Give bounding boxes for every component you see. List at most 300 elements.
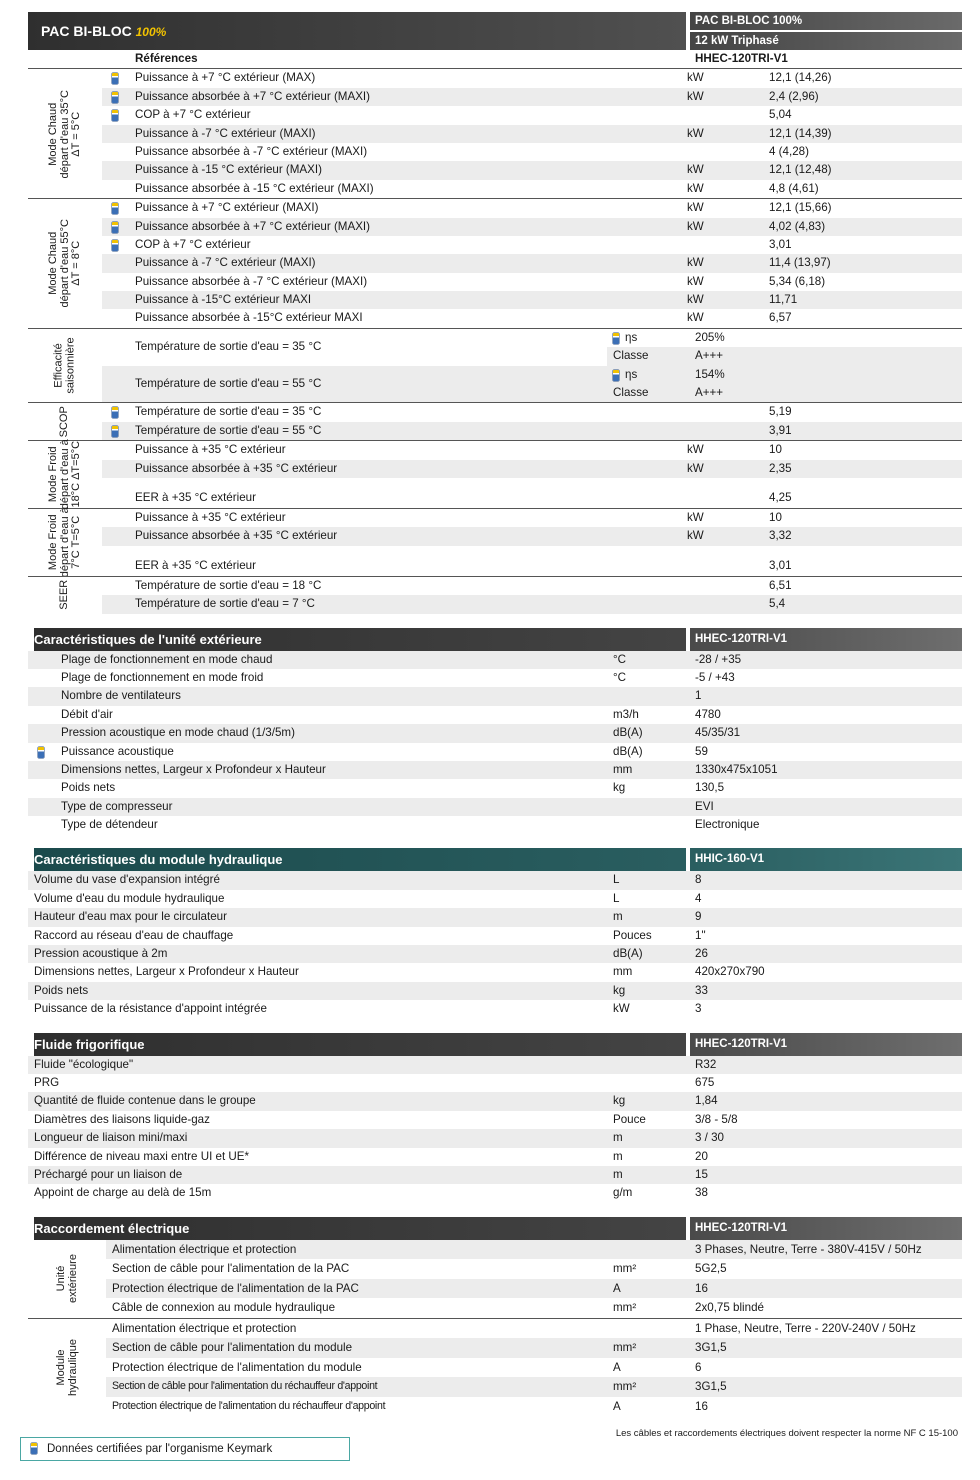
spec-row [28,1184,962,1202]
spec-unit: kW [687,461,704,475]
spec-row [102,595,962,613]
group-label-text [59,580,71,610]
spec-unit: kW [687,163,704,177]
efficacite-section [28,328,962,403]
spec-value: 10 [769,443,782,457]
spec-row [106,1279,962,1299]
perf-group [28,198,962,328]
spec-value: 2,35 [769,461,792,475]
eta-value: 205% [695,330,725,344]
spec-value: 5,04 [769,108,792,122]
spec-label: Débit d'air [61,707,113,721]
spec-label: Appoint de charge au delà de 15m [34,1186,212,1200]
spec-row [102,254,962,272]
eer-value: 3,01 [769,558,792,572]
raccordement-header [28,1217,962,1240]
group-label-text [59,406,71,437]
spec-label: Puissance absorbée à +7 °C extérieur (MAXI) [135,89,371,103]
spec-label: Protection électrique de l'alimentation de la PAC [112,1281,359,1295]
spec-row [102,180,962,198]
spec-label: Puissance à +35 °C extérieur [135,511,286,525]
spec-label: Type de compresseur [61,799,173,813]
spec-row [102,69,962,87]
spec-unit: L [613,891,620,905]
group-label [28,577,102,614]
spec-unit: kg [613,983,626,997]
references-row [28,50,962,68]
keymark-legend [20,1437,350,1461]
spec-value: 130,5 [695,781,725,795]
spec-label: Différence de niveau maxi entre UI et UE* [34,1149,250,1163]
spec-value: 16 [695,1399,708,1413]
eer-label: EER à +35 °C extérieur [135,491,256,505]
group-label [28,199,102,328]
spec-row [106,1397,962,1417]
spec-row [102,403,962,421]
spec-value: 1,84 [695,1094,718,1108]
group-label-line: Mode Froid [46,514,59,571]
eer-row [102,547,962,576]
eta-label: ηs [625,330,638,344]
spec-value: Electronique [695,818,760,832]
spec-value: 12,1 (12,48) [769,163,832,177]
module-hydro-rows [28,871,962,1018]
spec-unit: kW [687,71,704,85]
group-label [28,1319,106,1417]
spec-unit: kW [687,89,704,103]
perf-group [28,68,962,198]
module-hydro-title: Caractéristiques du module hydraulique [34,848,686,871]
spec-unit: mm² [613,1301,637,1315]
keymark-icon [112,110,118,121]
spec-label: Section de câble pour l'alimentation du module [112,1341,353,1355]
spec-label: Quantité de fluide contenue dans le groupe [34,1094,256,1108]
spec-value: 1330x475x1051 [695,762,778,776]
spec-row [28,1074,962,1092]
spec-row [102,125,962,143]
spec-value: 10 [769,511,782,525]
spec-unit: m [613,1149,623,1163]
spec-row [102,236,962,254]
group-label-text [48,507,83,577]
group-label [28,69,102,198]
spec-value: 38 [695,1186,708,1200]
fluide-ref: HHEC-120TRI-V1 [690,1033,962,1056]
keymark-icon [112,240,118,251]
spec-row [28,1092,962,1110]
spec-value: 6,51 [769,578,792,592]
spec-row [102,106,962,124]
spec-label: Protection électrique de l'alimentation du module [112,1360,362,1374]
module-hydro-ref: HHIC-160-V1 [690,848,962,871]
group-label-line: SCOP [58,406,71,438]
spec-row [106,1319,962,1339]
spec-label: Type de détendeur [61,818,158,832]
spec-value: 4 [695,891,702,905]
spec-unit: m [613,1131,623,1145]
title-bar [28,12,686,50]
spec-row [28,1129,962,1147]
spec-unit: dB(A) [613,726,643,740]
spec-row [106,1298,962,1318]
efficacite-label: Température de sortie d'eau = 35 °C [135,339,322,353]
spec-value: 33 [695,983,708,997]
group-label-text [53,338,76,394]
spec-value: 1 Phase, Neutre, Terre - 220V-240V / 50Hz [695,1321,916,1335]
spec-value: 2x0,75 blindé [695,1301,764,1315]
spec-value: 420x270x790 [695,965,765,979]
group-label-line: SEER [58,580,71,611]
spec-label: Puissance absorbée à +7 °C extérieur (MAXI) [135,219,371,233]
spec-label: Préchargé pour un liaison de [34,1167,183,1181]
spec-row [28,908,962,926]
spec-unit: m3/h [613,707,639,721]
column-subtitle: 12 kW Triphasé [690,32,962,51]
spec-label: Puissance à -7 °C extérieur (MAXI) [135,256,316,270]
spec-row [106,1358,962,1378]
group-label-line: 7°C T=5°C [69,515,82,569]
spec-row [28,1111,962,1129]
raccordement-rows [28,1240,962,1417]
spec-row [102,273,962,291]
spec-label: Puissance à -15°C extérieur MAXI [135,293,312,307]
spec-label: Température de sortie d'eau = 55 °C [135,423,322,437]
spec-label: Puissance à +7 °C extérieur (MAX) [135,71,316,85]
spec-value: R32 [695,1057,717,1071]
spec-value: 3,32 [769,529,792,543]
spec-unit: kW [687,256,704,270]
spec-value: 1" [695,928,706,942]
spec-value: 20 [695,1149,708,1163]
keymark-icon [38,747,44,758]
eer-label: EER à +35 °C extérieur [135,558,256,572]
spec-value: 6 [695,1360,702,1374]
group-label-line: Module [54,1349,67,1386]
spec-sheet [28,12,962,1416]
group-label-line: 18°C ΔT=5°C [69,441,82,508]
spec-value: 4 (4,28) [769,144,809,158]
spec-row [102,527,962,545]
group-label-text [48,90,83,178]
spec-row [28,724,962,742]
spec-row [28,1056,962,1074]
spec-label: Poids nets [34,983,89,997]
eer-value: 4,25 [769,491,792,505]
module-hydro-header [28,848,962,871]
classe-label: Classe [613,349,649,363]
spec-row [102,422,962,440]
spec-unit: kg [613,1094,626,1108]
spec-row [28,798,962,816]
spec-row [28,651,962,669]
fluide-rows [28,1056,962,1203]
title-highlight: 100% [135,25,167,39]
spec-value: -5 / +43 [695,670,735,684]
spec-value: 8 [695,873,702,887]
spec-unit: dB(A) [613,744,643,758]
spec-value: 5,19 [769,405,792,419]
spec-value: 3 / 30 [695,1131,725,1145]
spec-unit: kW [687,126,704,140]
group-label-text [55,1254,78,1303]
spec-unit: °C [613,670,627,684]
spec-label: Diamètres des liaisons liquide-gaz [34,1112,210,1126]
spec-label: Puissance absorbée à -7 °C extérieur (MAXI) [135,144,368,158]
group-label-line: Mode Chaud [46,231,59,295]
unite-ext-header [28,628,962,651]
spec-row [28,816,962,834]
spec-row [28,963,962,981]
spec-unit: kW [687,511,704,525]
spec-row [102,577,962,595]
spec-value: 5G2,5 [695,1262,727,1276]
efficacite-item [102,366,962,403]
spec-row [106,1259,962,1279]
spec-label: Section de câble pour l'alimentation du réchauffeur d'appoint [112,1380,378,1393]
spec-unit: kW [687,274,704,288]
spec-label: Fluide "écologique" [34,1057,134,1071]
spec-label: Volume du vase d'expansion intégré [34,873,220,887]
spec-row [28,761,962,779]
unite-ext-title: Caractéristiques de l'unité extérieure [34,628,686,651]
keymark-icon [112,407,118,418]
group-label-line: extérieure [65,1254,78,1304]
spec-row [28,669,962,687]
spec-unit: L [613,873,620,887]
spec-value: 3,91 [769,423,792,437]
spec-row [102,441,962,459]
spec-unit: kW [687,443,704,457]
spec-row [102,161,962,179]
spec-unit: m [613,1167,623,1181]
group-label [28,329,102,403]
group-label [28,1240,106,1318]
spec-value: 12,1 (14,39) [769,126,832,140]
spec-unit: kW [687,201,704,215]
unite-ext-ref: HHEC-120TRI-V1 [690,628,962,651]
column-title: PAC BI-BLOC 100% [690,12,962,30]
spec-value: 26 [695,947,708,961]
spec-value: 2,4 (2,96) [769,89,819,103]
group-label-line: Unité [54,1265,67,1292]
spec-label: Poids nets [61,781,116,795]
spec-label: Section de câble pour l'alimentation de la PAC [112,1262,350,1276]
spec-unit: kg [613,781,626,795]
spec-row [102,460,962,478]
group-label-text [48,219,83,307]
references-value: HHEC-120TRI-V1 [695,52,788,65]
group-label-line: départ d'eau à [58,439,71,510]
classe-value: A+++ [695,386,724,400]
spec-row [28,945,962,963]
spec-unit: kW [687,219,704,233]
keymark-icon [112,203,118,214]
raccordement-title: Raccordement électrique [34,1217,686,1240]
spec-row [28,1000,962,1018]
classe-label: Classe [613,386,649,400]
eta-label: ηs [625,367,638,381]
spec-unit: A [613,1281,621,1295]
spec-label: Protection électrique de l'alimentation du réchauffeur d'appoint [112,1399,386,1412]
spec-row [102,291,962,309]
spec-label: Longueur de liaison mini/maxi [34,1131,188,1145]
spec-label: Dimensions nettes, Largeur x Profondeur x Hauteur [34,965,299,979]
spec-row [102,199,962,217]
spec-row [28,779,962,797]
raccordement-ref: HHEC-120TRI-V1 [690,1217,962,1240]
keymark-icon [112,92,118,103]
spec-unit: mm [613,762,633,776]
spec-value: 4,8 (4,61) [769,181,819,195]
spec-unit: mm² [613,1380,637,1394]
spec-label: COP à +7 °C extérieur [135,237,251,251]
spec-unit: kW [687,293,704,307]
efficacite-group [28,328,962,403]
group-label-line: départ d'eau 35°C [58,89,71,178]
spec-unit: Pouce [613,1112,646,1126]
classe-value: A+++ [695,349,724,363]
unite-ext-rows [28,651,962,835]
spec-label: Dimensions nettes, Largeur x Profondeur x Hauteur [61,762,326,776]
fluide-title: Fluide frigorifique [34,1033,686,1056]
spec-row [102,88,962,106]
spec-label: Plage de fonctionnement en mode froid [61,670,264,684]
spec-unit: mm² [613,1262,637,1276]
spec-value: 1 [695,689,702,703]
group-label-text [56,1339,79,1396]
spec-unit: m [613,910,623,924]
spec-value: 3 Phases, Neutre, Terre - 380V-415V / 50Hz [695,1242,922,1256]
spec-value: 12,1 (15,66) [769,201,832,215]
spec-label: Puissance à -7 °C extérieur (MAXI) [135,126,316,140]
spec-label: Câble de connexion au module hydraulique [112,1301,336,1315]
group-label-line: départ d'eau à [58,507,71,578]
spec-label: Nombre de ventilateurs [61,689,181,703]
keymark-icon [112,222,118,233]
spec-unit: °C [613,652,627,666]
scop-group [28,402,962,440]
spec-row [106,1338,962,1358]
raccordement-group [28,1318,962,1417]
spec-value: 3,01 [769,237,792,251]
fluide-header [28,1033,962,1056]
spec-label: Puissance à +7 °C extérieur (MAXI) [135,201,319,215]
spec-row [28,1166,962,1184]
spec-unit: Pouces [613,928,652,942]
spec-value: 3 [695,1002,702,1016]
group-label-line: ΔT = 8°C [69,241,82,286]
keymark-icon [613,333,619,344]
froid-group [28,508,962,576]
keymark-icon [613,370,619,381]
spec-value: 675 [695,1076,715,1089]
spec-row [28,890,962,908]
seer-section [28,576,962,614]
spec-label: PRG [34,1076,60,1089]
spec-label: COP à +7 °C extérieur [135,108,251,122]
spec-value: -28 / +35 [695,652,742,666]
spec-row [28,743,962,761]
spec-label: Puissance acoustique [61,744,174,758]
group-label-text [48,440,83,510]
title-block [28,12,962,50]
references-label: Références [135,52,198,65]
spec-value: 15 [695,1167,708,1181]
spec-row [106,1377,962,1397]
spec-unit: kW [687,529,704,543]
spec-value: 6,57 [769,311,792,325]
spec-unit: mm² [613,1341,637,1355]
spec-value: 3G1,5 [695,1380,727,1394]
efficacite-label: Température de sortie d'eau = 55 °C [135,376,322,390]
spec-unit: dB(A) [613,947,643,961]
spec-label: Puissance absorbée à +35 °C extérieur [135,461,338,475]
spec-value: 4780 [695,707,721,721]
spec-label: Pression acoustique à 2m [34,947,168,961]
spec-label: Volume d'eau du module hydraulique [34,891,225,905]
spec-unit: kW [687,311,704,325]
perf-section [28,68,962,327]
spec-label: Température de sortie d'eau = 18 °C [135,578,322,592]
spec-label: Puissance absorbée à +35 °C extérieur [135,529,338,543]
spec-row [106,1240,962,1260]
spec-label: Puissance de la résistance d'appoint intégrée [34,1002,267,1016]
froid-section [28,440,962,576]
spec-label: Alimentation électrique et protection [112,1242,297,1256]
spec-row [28,687,962,705]
froid-group [28,440,962,508]
title-prefix: PAC BI-BLOC [41,23,132,39]
group-label [28,509,102,576]
group-label-line: Mode Chaud [46,102,59,166]
spec-label: Puissance absorbée à -15 °C extérieur (MAXI) [135,181,374,195]
spec-row [28,1148,962,1166]
spec-label: Puissance à -15 °C extérieur (MAXI) [135,163,322,177]
spec-value: 3G1,5 [695,1341,727,1355]
classe-row [607,347,962,365]
spec-value: 45/35/31 [695,726,741,740]
spec-label: Température de sortie d'eau = 35 °C [135,405,322,419]
group-label-line: saisonnière [63,337,76,394]
group-label-line: Mode Froid [46,446,59,503]
spec-unit: mm [613,965,633,979]
group-label-line: Efficacité [52,343,65,388]
spec-unit: g/m [613,1186,633,1200]
keymark-icon [112,426,118,437]
spec-unit: kW [613,1002,630,1016]
efficacite-item [102,329,962,366]
eer-row [102,479,962,508]
spec-row [102,218,962,236]
spec-row [28,982,962,1000]
keymark-icon [112,73,118,84]
spec-label: Alimentation électrique et protection [112,1321,297,1335]
spec-value: 9 [695,910,702,924]
group-label-line: ΔT = 5°C [69,111,82,157]
spec-value: 59 [695,744,708,758]
spec-value: 11,71 [769,293,798,307]
scop-section [28,402,962,440]
keymark-icon [31,1443,37,1454]
spec-value: 5,4 [769,597,786,611]
group-label-line: départ d'eau 55°C [58,219,71,308]
spec-unit: kW [687,181,704,195]
eta-value: 154% [695,367,725,381]
spec-row [28,871,962,889]
spec-label: Puissance absorbée à -7 °C extérieur (MAXI) [135,274,368,288]
seer-group [28,576,962,614]
spec-value: 11,4 (13,97) [769,256,831,270]
